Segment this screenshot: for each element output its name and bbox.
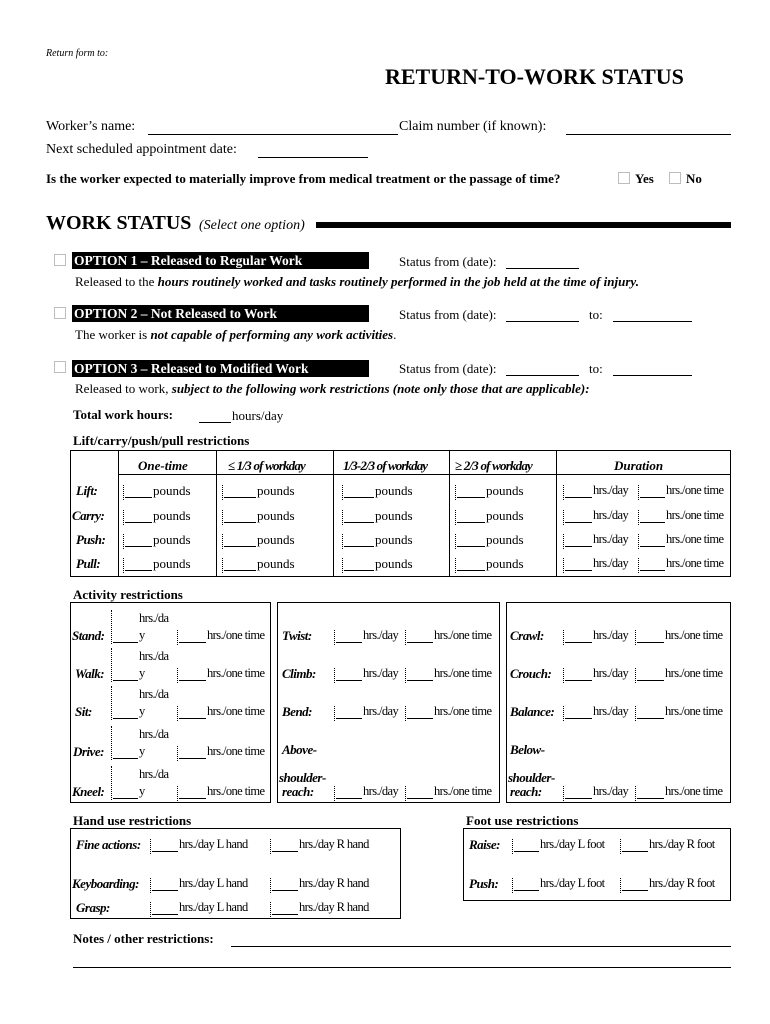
activity-label: Bend:: [282, 704, 312, 719]
dotted-divider: [563, 510, 564, 525]
activity-onetime-field[interactable]: [637, 798, 664, 799]
total-hours-unit: hours/day: [232, 408, 284, 423]
option2-status-from-label: Status from (date):: [399, 307, 497, 322]
notes-label: Notes / other restrictions:: [73, 931, 214, 946]
dotted-divider: [334, 786, 335, 801]
activity-day-unit: hrs./day: [593, 784, 629, 798]
lift-pounds-field[interactable]: [457, 522, 485, 523]
option2-status-from-field[interactable]: [506, 321, 579, 322]
lift-pounds-unit: pounds: [486, 532, 524, 547]
dotted-divider: [150, 878, 151, 893]
lift-duration-onetime-unit: hrs./one time: [666, 556, 724, 570]
hand-left-unit: hrs./day L hand: [179, 837, 248, 851]
dotted-divider: [270, 878, 271, 893]
option1-status-from-label: Status from (date):: [399, 254, 497, 269]
activity-day-unit-bottom: y: [139, 744, 145, 758]
dotted-divider: [638, 534, 639, 549]
activity-day-field[interactable]: [336, 642, 362, 643]
activity-onetime-field[interactable]: [407, 718, 433, 719]
dotted-divider: [222, 534, 223, 549]
dotted-divider: [111, 766, 112, 800]
activity-onetime-field[interactable]: [637, 718, 664, 719]
lift-header-divider: [119, 474, 731, 475]
lift-pounds-unit: pounds: [375, 532, 413, 547]
activity-onetime-field[interactable]: [179, 680, 206, 681]
activity-day-field[interactable]: [113, 680, 138, 681]
activity-onetime-unit: hrs./one time: [434, 784, 492, 798]
dotted-divider: [177, 630, 178, 645]
lift-col-divider: [556, 450, 557, 577]
activity-onetime-unit: hrs./one time: [434, 628, 492, 642]
no-checkbox[interactable]: [669, 172, 681, 184]
option3-status-from-label: Status from (date):: [399, 361, 497, 376]
lift-pounds-field[interactable]: [344, 497, 374, 498]
dotted-divider: [563, 786, 564, 801]
activity-day-unit: hrs./day: [363, 704, 399, 718]
lift-col-duration: Duration: [614, 458, 664, 473]
activity-day-unit-top: hrs./da: [139, 727, 169, 741]
activity-day-field[interactable]: [113, 758, 138, 759]
option1-description: Released to the hours routinely worked and tasks routinely performed in the job held at the time of injury.: [75, 274, 639, 289]
lift-duration-day-field[interactable]: [565, 570, 592, 571]
lift-pounds-unit: pounds: [375, 556, 413, 571]
activity-onetime-unit: hrs./one time: [665, 666, 723, 680]
dotted-divider: [635, 706, 636, 721]
activity-onetime-field[interactable]: [179, 758, 206, 759]
foot-left-unit: hrs./day L foot: [540, 876, 605, 890]
lift-duration-day-field[interactable]: [565, 497, 592, 498]
activity-day-unit-bottom: y: [139, 704, 145, 718]
lift-col-mid: 1/3-2/3 of workday: [343, 458, 428, 473]
foot-left-field[interactable]: [514, 851, 539, 852]
dotted-divider: [150, 902, 151, 917]
lift-pounds-unit: pounds: [486, 508, 524, 523]
dotted-divider: [123, 510, 124, 525]
hand-left-field[interactable]: [152, 851, 178, 852]
option1-checkbox[interactable]: [54, 254, 66, 266]
activity-onetime-field[interactable]: [407, 642, 433, 643]
foot-left-field[interactable]: [514, 890, 539, 891]
dotted-divider: [177, 706, 178, 721]
activity-day-unit: hrs./day: [363, 666, 399, 680]
dotted-divider: [405, 630, 406, 645]
lift-pounds-unit: pounds: [375, 508, 413, 523]
dotted-divider: [563, 630, 564, 645]
activity-label: Stand:: [72, 628, 105, 643]
lift-duration-day-unit: hrs./day: [593, 483, 629, 497]
activity-onetime-unit: hrs./one time: [665, 784, 723, 798]
activity-label-above-1: Above-: [282, 742, 317, 757]
option2-checkbox[interactable]: [54, 307, 66, 319]
claim-number-label: Claim number (if known):: [399, 119, 547, 134]
appointment-date-label: Next scheduled appointment date:: [46, 142, 237, 157]
activity-day-unit-top: hrs./da: [139, 687, 169, 701]
activity-onetime-unit: hrs./one time: [207, 784, 265, 798]
dotted-divider: [455, 534, 456, 549]
activity-label-below-1: Below-: [510, 742, 545, 757]
hand-row-label: Grasp:: [76, 900, 110, 915]
lift-duration-day-field[interactable]: [565, 522, 592, 523]
lift-row-label: Lift:: [76, 483, 98, 498]
dotted-divider: [563, 668, 564, 683]
dotted-divider: [334, 668, 335, 683]
activity-onetime-unit: hrs./one time: [665, 628, 723, 642]
lift-heading: Lift/carry/push/pull restrictions: [73, 433, 250, 448]
activity-day-unit-bottom: y: [139, 666, 145, 680]
total-hours-field[interactable]: [199, 422, 231, 423]
activity-onetime-field[interactable]: [407, 798, 433, 799]
hand-right-unit: hrs./day R hand: [299, 876, 369, 890]
lift-pounds-field[interactable]: [344, 522, 374, 523]
lift-duration-onetime-field[interactable]: [640, 546, 665, 547]
lift-pounds-unit: pounds: [153, 508, 191, 523]
lift-col-divider: [216, 450, 217, 577]
lift-pounds-field[interactable]: [224, 497, 256, 498]
activity-day-field[interactable]: [565, 718, 592, 719]
lift-pounds-field[interactable]: [125, 497, 152, 498]
activity-label: Kneel:: [72, 784, 105, 799]
lift-pounds-field[interactable]: [224, 522, 256, 523]
dotted-divider: [222, 485, 223, 500]
activity-onetime-unit: hrs./one time: [207, 666, 265, 680]
dotted-divider: [123, 558, 124, 573]
dotted-divider: [334, 706, 335, 721]
appointment-date-field[interactable]: [258, 157, 368, 158]
dotted-divider: [512, 878, 513, 893]
option2-to-field[interactable]: [613, 321, 692, 322]
foot-row-label: Raise:: [469, 837, 500, 852]
dotted-divider: [512, 839, 513, 854]
no-label: No: [686, 171, 702, 186]
activity-label-above-2: shoulder-: [279, 770, 326, 785]
lift-pounds-field[interactable]: [125, 522, 152, 523]
foot-heading: Foot use restrictions: [466, 813, 579, 828]
work-status-heading: WORK STATUS: [46, 212, 192, 234]
dotted-divider: [342, 558, 343, 573]
dotted-divider: [563, 485, 564, 500]
activity-day-field[interactable]: [336, 680, 362, 681]
option3-to-field[interactable]: [613, 375, 692, 376]
dotted-divider: [222, 558, 223, 573]
activity-label: Crouch:: [510, 666, 552, 681]
lift-pounds-field[interactable]: [457, 570, 485, 571]
option1-status-from-field[interactable]: [506, 268, 579, 269]
activity-onetime-unit: hrs./one time: [207, 628, 265, 642]
activity-day-field[interactable]: [113, 642, 138, 643]
dotted-divider: [455, 485, 456, 500]
lift-duration-day-field[interactable]: [565, 546, 592, 547]
dotted-divider: [270, 902, 271, 917]
option2-to-label: to:: [589, 307, 603, 322]
lift-pounds-field[interactable]: [457, 546, 485, 547]
lift-duration-onetime-field[interactable]: [640, 522, 665, 523]
activity-label-above-3: reach:: [282, 784, 314, 799]
hand-right-field[interactable]: [272, 851, 298, 852]
lift-col-divider: [449, 450, 450, 577]
improvement-question: Is the worker expected to materially improve from medical treatment or the passage of time?: [46, 171, 561, 186]
hand-row-label: Keyboarding:: [72, 876, 139, 891]
activity-day-unit-top: hrs./da: [139, 611, 169, 625]
option3-label: OPTION 3 – Released to Modified Work: [72, 360, 369, 377]
lift-col-third: ≤ 1/3 of workday: [228, 458, 306, 473]
activity-onetime-unit: hrs./one time: [207, 744, 265, 758]
dotted-divider: [177, 746, 178, 761]
dotted-divider: [342, 510, 343, 525]
return-form-to-label: Return form to:: [46, 48, 109, 59]
lift-pounds-field[interactable]: [224, 546, 256, 547]
lift-duration-onetime-unit: hrs./one time: [666, 508, 724, 522]
lift-pounds-unit: pounds: [486, 556, 524, 571]
activity-day-field[interactable]: [565, 798, 592, 799]
activity-day-field[interactable]: [565, 680, 592, 681]
lift-pounds-field[interactable]: [125, 546, 152, 547]
activity-onetime-unit: hrs./one time: [434, 704, 492, 718]
dotted-divider: [563, 558, 564, 573]
activity-day-unit: hrs./day: [593, 628, 629, 642]
option2-label: OPTION 2 – Not Released to Work: [72, 305, 369, 322]
dotted-divider: [405, 786, 406, 801]
activity-day-unit: hrs./day: [593, 704, 629, 718]
activity-day-unit-top: hrs./da: [139, 649, 169, 663]
dotted-divider: [638, 485, 639, 500]
lift-pounds-unit: pounds: [153, 556, 191, 571]
dotted-divider: [405, 706, 406, 721]
hand-left-unit: hrs./day L hand: [179, 900, 248, 914]
lift-pounds-unit: pounds: [257, 556, 295, 571]
lift-duration-day-unit: hrs./day: [593, 532, 629, 546]
hand-row-label: Fine actions:: [76, 837, 141, 852]
hand-left-field[interactable]: [152, 890, 178, 891]
lift-row-label: Push:: [76, 532, 106, 547]
notes-field-line-1[interactable]: [231, 946, 731, 947]
form-title: RETURN-TO-WORK STATUS: [385, 64, 684, 89]
foot-right-field[interactable]: [622, 851, 648, 852]
hand-left-field[interactable]: [152, 914, 178, 915]
lift-row-label: Carry:: [72, 508, 105, 523]
lift-pounds-unit: pounds: [257, 483, 295, 498]
dotted-divider: [455, 510, 456, 525]
dotted-divider: [405, 668, 406, 683]
dotted-divider: [563, 534, 564, 549]
activity-label: Twist:: [282, 628, 312, 643]
lift-col-twothird: ≥ 2/3 of workday: [455, 458, 533, 473]
lift-duration-onetime-field[interactable]: [640, 570, 665, 571]
lift-row-label: Pull:: [76, 556, 101, 571]
dotted-divider: [177, 786, 178, 801]
dotted-divider: [455, 558, 456, 573]
dotted-divider: [342, 485, 343, 500]
yes-checkbox[interactable]: [618, 172, 630, 184]
activity-day-field[interactable]: [336, 798, 362, 799]
activity-onetime-field[interactable]: [179, 798, 206, 799]
lift-duration-onetime-field[interactable]: [640, 497, 665, 498]
activity-day-unit: hrs./day: [593, 666, 629, 680]
hand-right-field[interactable]: [272, 890, 298, 891]
yes-label: Yes: [635, 171, 654, 186]
lift-duration-onetime-unit: hrs./one time: [666, 532, 724, 546]
lift-pounds-field[interactable]: [457, 497, 485, 498]
dotted-divider: [222, 510, 223, 525]
lift-pounds-unit: pounds: [153, 532, 191, 547]
lift-pounds-field[interactable]: [344, 570, 374, 571]
activity-day-unit-top: hrs./da: [139, 767, 169, 781]
foot-right-field[interactable]: [622, 890, 648, 891]
lift-duration-day-unit: hrs./day: [593, 508, 629, 522]
foot-right-unit: hrs./day R foot: [649, 876, 715, 890]
activity-label: Drive:: [73, 744, 104, 759]
lift-duration-onetime-unit: hrs./one time: [666, 483, 724, 497]
option3-to-label: to:: [589, 361, 603, 376]
activity-day-field[interactable]: [113, 718, 138, 719]
option2-description: The worker is not capable of performing any work activities.: [75, 327, 397, 342]
dotted-divider: [123, 534, 124, 549]
activity-label: Crawl:: [510, 628, 544, 643]
lift-pounds-unit: pounds: [486, 483, 524, 498]
lift-pounds-unit: pounds: [257, 532, 295, 547]
hand-right-unit: hrs./day R hand: [299, 900, 369, 914]
dotted-divider: [270, 839, 271, 854]
foot-right-unit: hrs./day R foot: [649, 837, 715, 851]
activity-onetime-field[interactable]: [179, 718, 206, 719]
activity-label: Sit:: [75, 704, 92, 719]
activity-day-unit: hrs./day: [363, 784, 399, 798]
lift-pounds-unit: pounds: [153, 483, 191, 498]
dotted-divider: [620, 878, 621, 893]
activity-onetime-field[interactable]: [179, 642, 206, 643]
lift-pounds-field[interactable]: [344, 546, 374, 547]
lift-col-divider: [118, 450, 119, 577]
activity-onetime-field[interactable]: [407, 680, 433, 681]
activity-onetime-unit: hrs./one time: [207, 704, 265, 718]
activity-label: Walk:: [75, 666, 105, 681]
dotted-divider: [111, 648, 112, 682]
option3-checkbox[interactable]: [54, 361, 66, 373]
dotted-divider: [563, 706, 564, 721]
dotted-divider: [177, 668, 178, 683]
hand-left-unit: hrs./day L hand: [179, 876, 248, 890]
activity-onetime-field[interactable]: [637, 680, 664, 681]
activity-label-below-3: reach:: [510, 784, 542, 799]
lift-pounds-field[interactable]: [125, 570, 152, 571]
activity-label: Climb:: [282, 666, 316, 681]
activity-day-unit-bottom: y: [139, 784, 145, 798]
activity-onetime-unit: hrs./one time: [434, 666, 492, 680]
dotted-divider: [635, 786, 636, 801]
dotted-divider: [123, 485, 124, 500]
activity-day-field[interactable]: [113, 798, 138, 799]
activity-label: Balance:: [510, 704, 555, 719]
option3-status-from-field[interactable]: [506, 375, 579, 376]
dotted-divider: [638, 558, 639, 573]
dotted-divider: [620, 839, 621, 854]
dotted-divider: [334, 630, 335, 645]
option3-description: Released to work, subject to the following work restrictions (note only those that are applicable):: [75, 381, 590, 396]
hand-heading: Hand use restrictions: [73, 813, 192, 828]
dotted-divider: [342, 534, 343, 549]
hand-right-unit: hrs./day R hand: [299, 837, 369, 851]
lift-pounds-field[interactable]: [224, 570, 256, 571]
hand-right-field[interactable]: [272, 914, 298, 915]
activity-heading: Activity restrictions: [73, 587, 183, 602]
dotted-divider: [111, 726, 112, 760]
activity-day-field[interactable]: [565, 642, 592, 643]
activity-day-field[interactable]: [336, 718, 362, 719]
activity-onetime-field[interactable]: [637, 642, 664, 643]
notes-field-line-2[interactable]: [73, 967, 731, 968]
claim-number-field[interactable]: [566, 134, 731, 135]
lift-pounds-unit: pounds: [257, 508, 295, 523]
foot-left-unit: hrs./day L foot: [540, 837, 605, 851]
option1-label: OPTION 1 – Released to Regular Work: [72, 252, 369, 269]
lift-pounds-unit: pounds: [375, 483, 413, 498]
dotted-divider: [635, 668, 636, 683]
dotted-divider: [150, 839, 151, 854]
lift-col-divider: [333, 450, 334, 577]
activity-day-unit-bottom: y: [139, 628, 145, 642]
activity-day-unit: hrs./day: [363, 628, 399, 642]
activity-label-below-2: shoulder-: [508, 770, 555, 785]
foot-row-label: Push:: [469, 876, 499, 891]
worker-name-label: Worker’s name:: [46, 119, 136, 134]
work-status-subheading: (Select one option): [199, 218, 305, 233]
dotted-divider: [638, 510, 639, 525]
dotted-divider: [111, 686, 112, 720]
dotted-divider: [635, 630, 636, 645]
dotted-divider: [111, 610, 112, 644]
activity-onetime-unit: hrs./one time: [665, 704, 723, 718]
lift-col-onetime: One-time: [138, 458, 188, 473]
worker-name-field[interactable]: [148, 134, 398, 135]
work-status-rule: [316, 222, 731, 228]
lift-duration-day-unit: hrs./day: [593, 556, 629, 570]
total-hours-label: Total work hours:: [73, 407, 173, 422]
